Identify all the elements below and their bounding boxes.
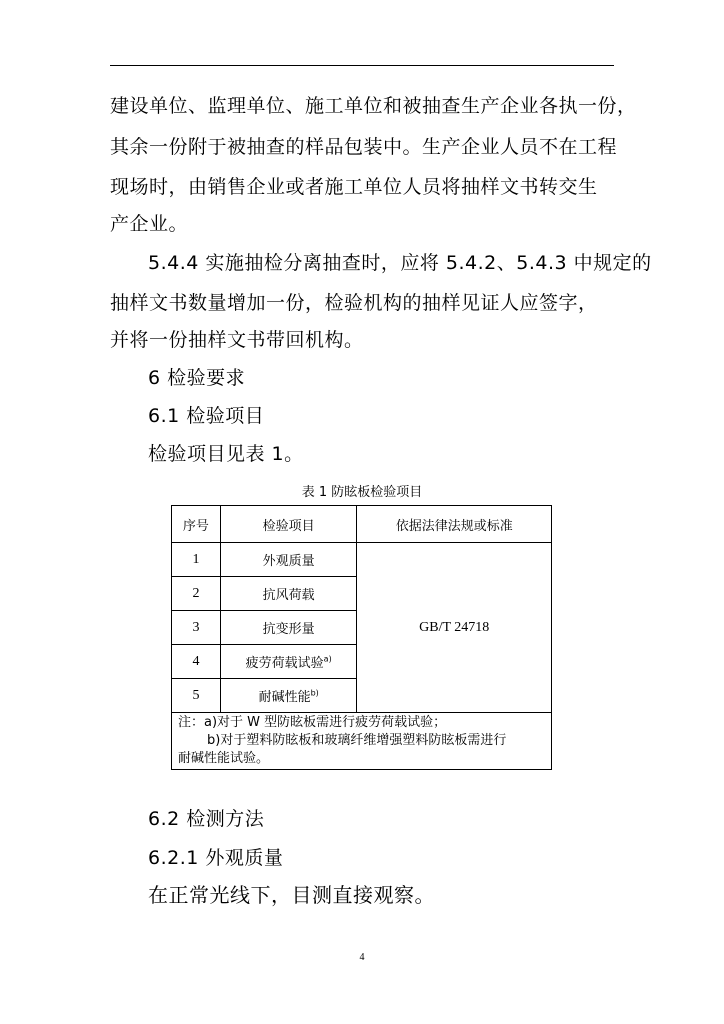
footnote-marker: b) (310, 688, 319, 698)
row-item: 外观质量 (220, 543, 357, 577)
body-line-3: 现场时，由销售企业或者施工单位人员将抽样文书转交生 (110, 176, 598, 198)
row-item: 抗变形量 (220, 611, 357, 645)
header-no: 序号 (172, 506, 221, 543)
row-no: 3 (172, 611, 221, 645)
note-line-3: 耐碱性能试验。 (178, 751, 270, 766)
header-rule (110, 65, 614, 66)
table-note-row (172, 713, 552, 770)
header-standard: 依据法律法规或标准 (357, 506, 552, 543)
header-item: 检验项目 (220, 506, 357, 543)
table-caption: 表 1 防眩板检验项目 (301, 485, 423, 500)
table-note (172, 713, 552, 770)
body-line-ref: 检验项目见表 1。 (148, 443, 304, 465)
body-line-6: 抽样文书数量增加一份，检验机构的抽样见证人应签字， (110, 292, 598, 314)
inspection-table (171, 505, 552, 770)
row-item-text: 疲劳荷载试验 (245, 656, 324, 671)
section-heading-6-1: 6.1 检验项目 (148, 405, 265, 427)
section-heading-6-2: 6.2 检测方法 (148, 808, 265, 830)
table-header-row (172, 506, 552, 543)
footnote-marker: a) (323, 654, 332, 664)
note-line-1: 注：a)对于 W 型防眩板需进行疲劳荷载试验； (178, 715, 447, 730)
row-no: 4 (172, 645, 221, 679)
body-line-4: 产企业。 (110, 213, 189, 235)
body-line-1: 建设单位、监理单位、施工单位和被抽查生产企业各执一份， (110, 95, 637, 117)
row-item: 抗风荷载 (220, 577, 357, 611)
row-item-text: 耐碱性能 (258, 690, 311, 705)
section-heading-6: 6 检验要求 (148, 367, 246, 389)
row-no: 2 (172, 577, 221, 611)
note-line-2: b)对于塑料防眩板和玻璃纤维增强塑料防眩板需进行 (207, 733, 507, 748)
standard-cell: GB/T 24718 (357, 543, 552, 713)
body-line-2: 其余一份附于被抽查的样品包装中。生产企业人员不在工程 (110, 136, 618, 158)
section-heading-6-2-1: 6.2.1 外观质量 (148, 847, 284, 869)
row-item (220, 679, 357, 713)
body-line-5: 5.4.4 实施抽检分离抽查时，应将 5.4.2、5.4.3 中规定的 (148, 252, 652, 274)
row-no: 5 (172, 679, 221, 713)
table-row (172, 543, 552, 577)
page-number: 4 (359, 952, 365, 963)
row-item (220, 645, 357, 679)
body-line-7: 并将一份抽样文书带回机构。 (110, 329, 364, 351)
row-no: 1 (172, 543, 221, 577)
body-line-method: 在正常光线下，目测直接观察。 (148, 883, 435, 907)
